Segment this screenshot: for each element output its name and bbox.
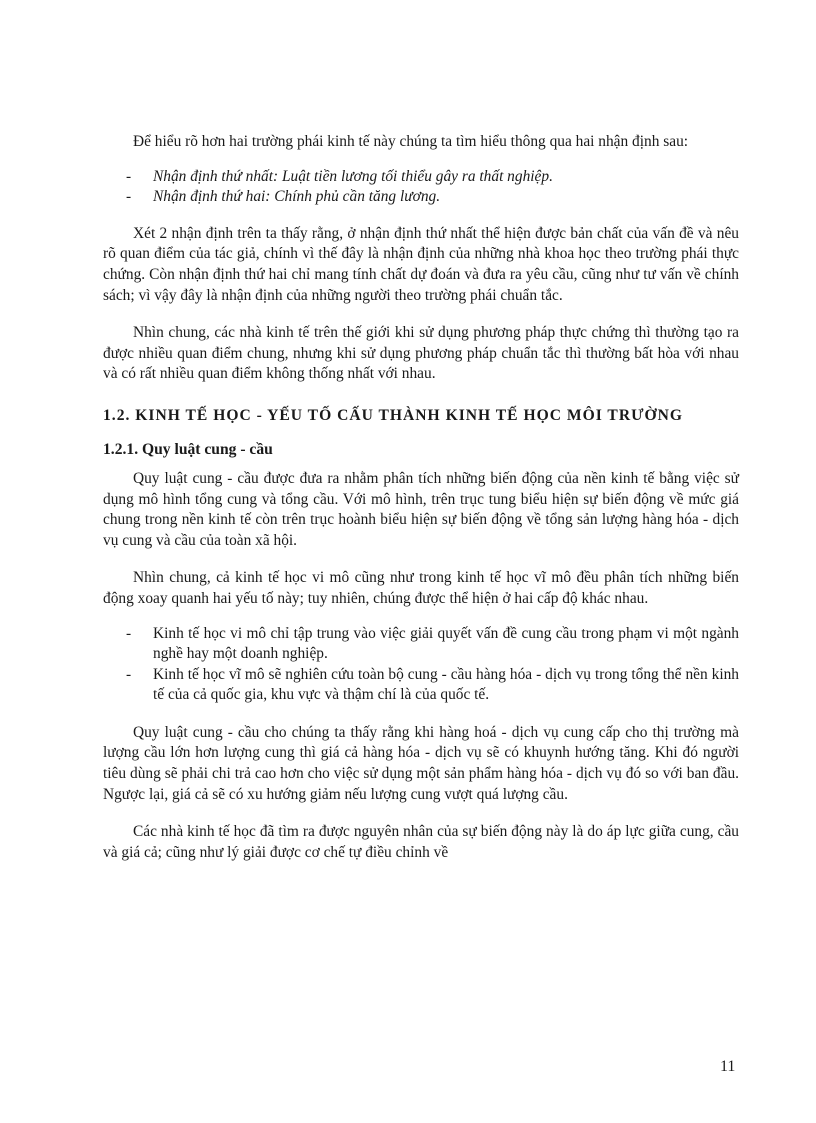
page-number: 11 bbox=[720, 1058, 736, 1075]
intro-paragraph: Để hiểu rõ hơn hai trường phái kinh tế này chúng ta tìm hiểu thông qua hai nhận định sau: bbox=[133, 133, 689, 150]
analysis-paragraph: Xét 2 nhận định trên ta thấy rằng, ở nhận định thứ nhất thể hiện được bản chất của vấn đề và nêu rõ quan điểm của tác giả, chính vì thế đây là nhận định của những nhà khoa học theo trường phái thực chứng. Còn nhận định thứ hai chỉ mang tính chất dự đoán và đưa ra yêu cầu, cũng như tư vấn về chính sách; vì vậy đây là nhận định của những người theo trường phái chuẩn tắc. bbox=[103, 224, 739, 304]
price-trend-paragraph: Quy luật cung - cầu cho chúng ta thấy rằng khi hàng hoá - dịch vụ cung cấp cho thị trường mà lượng cầu lớn hơn lượng cung thì giá cả hàng hóa - dịch vụ sẽ có khuynh hướng tăng. Khi đó người tiêu dùng sẽ phải chi trả cao hơn cho việc sử dụng một sản phẩm hàng hóa - dịch vụ đó so với ban đầu. Ngược lại, giá cả sẽ có xu hướng giảm nếu lượng cung vượt quá lượng cầu. bbox=[103, 723, 739, 803]
section-heading: 1.2. KINH TẾ HỌC - YẾU TỐ CẤU THÀNH KINH TẾ HỌC MÔI TRƯỜNG bbox=[103, 406, 684, 424]
micro-macro-paragraph: Nhìn chung, cả kinh tế học vi mô cũng như trong kinh tế học vĩ mô đều phân tích những biến động xoay quanh hai yếu tố này; tuy nhiên, chúng được thể hiện ở hai cấp độ khác nhau. bbox=[103, 569, 739, 607]
statement-item: - Nhận định thứ nhất: Luật tiền lương tối thiểu gây ra thất nghiệp. bbox=[103, 167, 739, 188]
economics-list-item: - Kinh tế học vĩ mô sẽ nghiên cứu toàn bộ cung - cầu hàng hóa - dịch vụ trong tổng thể nền kinh tế của cả quốc gia, khu vực và thậm chí là của quốc tế. bbox=[103, 665, 739, 706]
subsection-heading: 1.2.1. Quy luật cung - cầu bbox=[103, 440, 273, 458]
statement-list bbox=[103, 167, 739, 208]
pressure-paragraph: Các nhà kinh tế học đã tìm ra được nguyên nhân của sự biến động này là do áp lực giữa cung, cầu và giá cả; cũng như lý giải được cơ chế tự điều chỉnh về bbox=[103, 823, 739, 861]
supply-demand-paragraph: Quy luật cung - cầu được đưa ra nhằm phân tích những biến động của nền kinh tế bằng việc sử dụng mô hình tổng cung và tổng cầu. Với mô hình, trên trục tung biểu hiện sự biến động về mức giá chung trong nền kinh tế còn trên trục hoành biểu hiện sự biến động về tổng sản lượng hàng hóa - dịch vụ cung và cầu của toàn xã hội. bbox=[103, 469, 739, 549]
economics-list bbox=[103, 624, 739, 706]
economics-list-item: - Kinh tế học vi mô chỉ tập trung vào việc giải quyết vấn đề cung cầu trong phạm vi một ngành nghề hay một doanh nghiệp. bbox=[103, 624, 739, 665]
document-page bbox=[103, 132, 739, 863]
statement-item: - Nhận định thứ hai: Chính phủ cần tăng lương. bbox=[103, 187, 739, 208]
overview-paragraph: Nhìn chung, các nhà kinh tế trên thế giới khi sử dụng phương pháp thực chứng thì thường tạo ra được nhiều quan điểm chung, nhưng khi sử dụng phương pháp chuẩn tắc thì thường bất hòa với nhau và có rất nhiều quan điểm không thống nhất với nhau. bbox=[103, 324, 739, 383]
